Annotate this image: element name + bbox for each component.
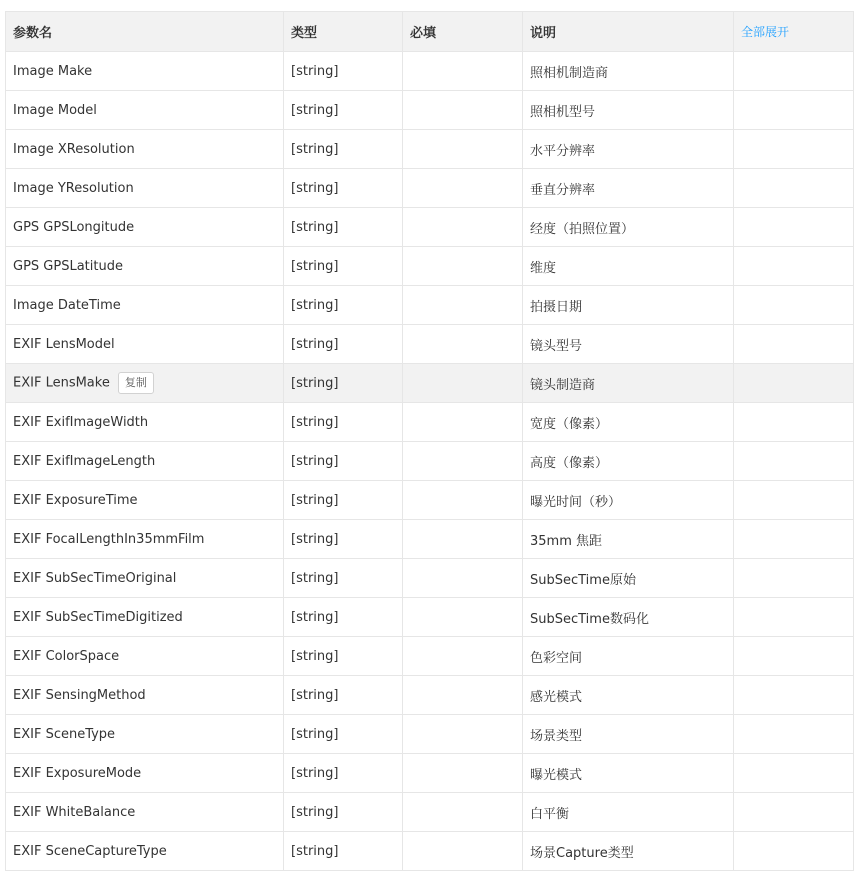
param-extra — [734, 364, 854, 403]
param-extra — [734, 325, 854, 364]
param-description: 照相机型号 — [523, 91, 734, 130]
param-name: GPS GPSLatitude — [13, 258, 123, 274]
copy-button[interactable]: 复制 — [118, 372, 154, 394]
param-name-cell — [6, 169, 284, 208]
param-type: [string] — [284, 520, 403, 559]
header-param-name: 参数名 — [6, 12, 284, 52]
param-required — [403, 559, 523, 598]
table-body — [6, 52, 854, 871]
param-extra — [734, 520, 854, 559]
param-description: SubSecTime原始 — [523, 559, 734, 598]
param-name-cell — [6, 403, 284, 442]
param-required — [403, 247, 523, 286]
table-row — [6, 598, 854, 637]
table-row — [6, 91, 854, 130]
table-row — [6, 325, 854, 364]
param-name-cell — [6, 364, 284, 403]
param-name-cell — [6, 793, 284, 832]
header-expand-cell — [734, 12, 854, 52]
param-type: [string] — [284, 91, 403, 130]
param-name-cell — [6, 481, 284, 520]
param-name: EXIF ExifImageLength — [13, 453, 156, 469]
param-extra — [734, 676, 854, 715]
param-required — [403, 169, 523, 208]
table-row — [6, 52, 854, 91]
table-row — [6, 442, 854, 481]
param-extra — [734, 598, 854, 637]
param-description: 镜头型号 — [523, 325, 734, 364]
table-row — [6, 169, 854, 208]
param-type: [string] — [284, 442, 403, 481]
param-description: 水平分辨率 — [523, 130, 734, 169]
table-row — [6, 208, 854, 247]
param-name: EXIF SceneCaptureType — [13, 843, 167, 859]
param-name: EXIF SubSecTimeOriginal — [13, 570, 177, 586]
param-name-cell — [6, 247, 284, 286]
param-name-cell — [6, 442, 284, 481]
param-type: [string] — [284, 598, 403, 637]
param-description: 场景类型 — [523, 715, 734, 754]
params-table-container — [5, 11, 853, 871]
param-description: 维度 — [523, 247, 734, 286]
param-required — [403, 208, 523, 247]
param-type: [string] — [284, 676, 403, 715]
param-type: [string] — [284, 286, 403, 325]
param-description: 宽度（像素） — [523, 403, 734, 442]
param-required — [403, 832, 523, 871]
param-name: EXIF LensModel — [13, 336, 115, 352]
param-required — [403, 481, 523, 520]
param-name-cell — [6, 91, 284, 130]
param-type: [string] — [284, 325, 403, 364]
table-row — [6, 793, 854, 832]
param-name: EXIF SceneType — [13, 726, 116, 742]
expand-all-link[interactable]: 全部展开 — [741, 25, 790, 39]
table-row — [6, 832, 854, 871]
param-name-cell — [6, 754, 284, 793]
table-row — [6, 130, 854, 169]
param-type: [string] — [284, 208, 403, 247]
param-name-cell — [6, 598, 284, 637]
table-row — [6, 559, 854, 598]
param-required — [403, 130, 523, 169]
param-name-cell — [6, 208, 284, 247]
param-name: EXIF SensingMethod — [13, 687, 146, 703]
param-description: 照相机制造商 — [523, 52, 734, 91]
param-extra — [734, 208, 854, 247]
param-type: [string] — [284, 247, 403, 286]
param-extra — [734, 637, 854, 676]
param-extra — [734, 715, 854, 754]
param-description: 曝光时间（秒） — [523, 481, 734, 520]
param-required — [403, 52, 523, 91]
param-extra — [734, 52, 854, 91]
param-required — [403, 715, 523, 754]
param-required — [403, 442, 523, 481]
param-required — [403, 364, 523, 403]
param-extra — [734, 286, 854, 325]
table-row — [6, 286, 854, 325]
param-description: 色彩空间 — [523, 637, 734, 676]
param-name: EXIF LensMake — [13, 375, 110, 391]
param-required — [403, 520, 523, 559]
param-type: [string] — [284, 793, 403, 832]
param-description: 场景Capture类型 — [523, 832, 734, 871]
param-name: Image XResolution — [13, 141, 135, 157]
param-name: EXIF ExposureTime — [13, 492, 138, 508]
param-name-cell — [6, 832, 284, 871]
param-type: [string] — [284, 481, 403, 520]
param-required — [403, 598, 523, 637]
param-description: 曝光模式 — [523, 754, 734, 793]
param-type: [string] — [284, 130, 403, 169]
param-name: Image Make — [13, 63, 93, 79]
param-extra — [734, 481, 854, 520]
table-row — [6, 715, 854, 754]
table-row — [6, 364, 854, 403]
param-name: EXIF ColorSpace — [13, 648, 120, 664]
header-description: 说明 — [523, 12, 734, 52]
param-description: 拍摄日期 — [523, 286, 734, 325]
param-extra — [734, 247, 854, 286]
table-row — [6, 676, 854, 715]
param-extra — [734, 130, 854, 169]
param-name-cell — [6, 637, 284, 676]
param-type: [string] — [284, 52, 403, 91]
param-name: Image Model — [13, 102, 97, 118]
param-type: [string] — [284, 754, 403, 793]
param-required — [403, 676, 523, 715]
param-name-cell — [6, 520, 284, 559]
header-type: 类型 — [284, 12, 403, 52]
param-description: 垂直分辨率 — [523, 169, 734, 208]
param-extra — [734, 559, 854, 598]
header-row — [6, 12, 854, 52]
param-type: [string] — [284, 364, 403, 403]
param-name-cell — [6, 676, 284, 715]
param-name: EXIF FocalLengthIn35mmFilm — [13, 531, 205, 547]
param-name: EXIF SubSecTimeDigitized — [13, 609, 183, 625]
param-description: 镜头制造商 — [523, 364, 734, 403]
param-description: SubSecTime数码化 — [523, 598, 734, 637]
param-required — [403, 325, 523, 364]
param-type: [string] — [284, 169, 403, 208]
table-row — [6, 520, 854, 559]
param-description: 感光模式 — [523, 676, 734, 715]
param-extra — [734, 403, 854, 442]
param-required — [403, 793, 523, 832]
table-row — [6, 637, 854, 676]
param-description: 高度（像素） — [523, 442, 734, 481]
table-row — [6, 247, 854, 286]
param-name-cell — [6, 715, 284, 754]
param-extra — [734, 169, 854, 208]
param-description: 35mm 焦距 — [523, 520, 734, 559]
param-required — [403, 286, 523, 325]
table-row — [6, 754, 854, 793]
param-name: EXIF ExposureMode — [13, 765, 142, 781]
param-name-cell — [6, 559, 284, 598]
param-type: [string] — [284, 715, 403, 754]
table-header — [6, 12, 854, 52]
param-required — [403, 754, 523, 793]
param-extra — [734, 793, 854, 832]
param-name: GPS GPSLongitude — [13, 219, 135, 235]
param-extra — [734, 832, 854, 871]
param-name-cell — [6, 286, 284, 325]
param-required — [403, 403, 523, 442]
param-name: Image DateTime — [13, 297, 121, 313]
params-table — [5, 11, 854, 871]
param-name-cell — [6, 52, 284, 91]
param-name-cell — [6, 325, 284, 364]
param-description: 经度（拍照位置） — [523, 208, 734, 247]
table-row — [6, 481, 854, 520]
table-row — [6, 403, 854, 442]
param-name: Image YResolution — [13, 180, 134, 196]
param-description: 白平衡 — [523, 793, 734, 832]
param-required — [403, 91, 523, 130]
param-extra — [734, 442, 854, 481]
param-name-cell — [6, 130, 284, 169]
param-required — [403, 637, 523, 676]
param-extra — [734, 754, 854, 793]
param-extra — [734, 91, 854, 130]
param-name: EXIF WhiteBalance — [13, 804, 136, 820]
param-type: [string] — [284, 559, 403, 598]
param-type: [string] — [284, 403, 403, 442]
param-name: EXIF ExifImageWidth — [13, 414, 149, 430]
param-type: [string] — [284, 832, 403, 871]
header-required: 必填 — [403, 12, 523, 52]
param-type: [string] — [284, 637, 403, 676]
